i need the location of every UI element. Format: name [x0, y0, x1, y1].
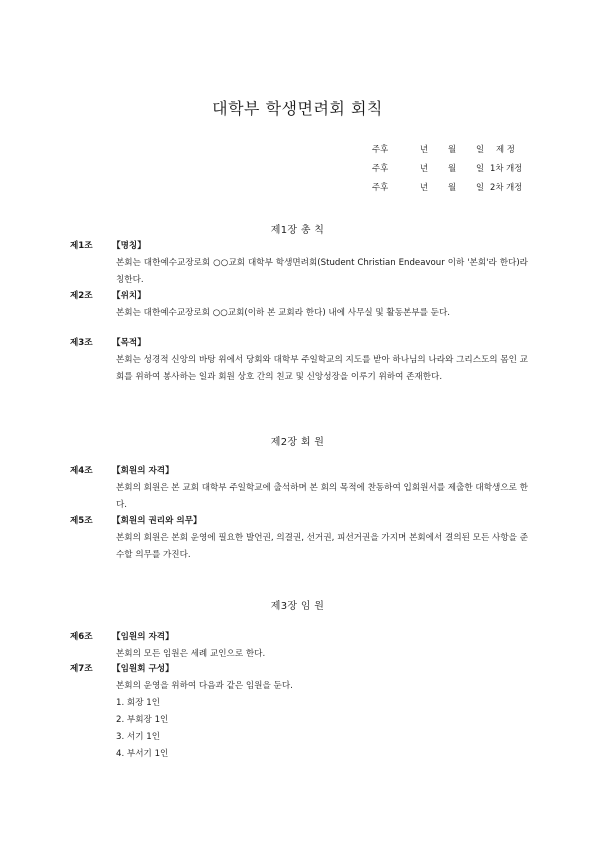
revision-row: [372, 143, 526, 162]
article-number: 제2조: [70, 291, 93, 301]
article-title: 【임원회 구성】: [112, 664, 174, 674]
list-item: 3. 서기 1인: [116, 732, 161, 742]
article-heading: [70, 335, 530, 352]
revision-month: 월: [448, 163, 457, 173]
revision-note: 1차 개정: [490, 163, 523, 173]
article-body: 본회의 회원은 본 교회 대학부 주일학교에 출석하며 본 회의 목적에 찬동하여 입회원서를 제출한 대학생으로 한다.: [116, 483, 528, 510]
article-6: [70, 629, 530, 663]
article-5: [70, 513, 530, 564]
revision-history: [372, 143, 526, 200]
revision-note: 제 정: [496, 144, 515, 154]
revision-day: 일: [476, 144, 485, 154]
article-number: 제5조: [70, 516, 93, 526]
chapter-heading: 제3장 임 원: [270, 601, 325, 612]
article-4: [70, 463, 530, 514]
article-number: 제7조: [70, 664, 93, 674]
article-title: 【회원의 권리와 의무】: [112, 516, 202, 526]
article-heading: [70, 629, 530, 646]
article-body: 본회는 대한예수교장로회 ○○교회(이하 본 교회라 한다) 내에 사무실 및 활동본부를 둔다.: [116, 308, 451, 318]
article-title: 【위치】: [112, 291, 146, 301]
article-title: 【임원의 자격】: [112, 632, 174, 642]
article-body: 본회는 대한예수교장로회 ○○교회 대학부 학생면려회(Student Christian Endeavour 이하 '본회'라 한다)라 칭한다.: [116, 258, 528, 285]
article-heading: [70, 288, 530, 305]
revision-year: 년: [420, 163, 429, 173]
article-body: 본회의 운영을 위하여 다음과 같은 임원을 둔다.: [116, 681, 293, 691]
revision-day: 일: [476, 163, 485, 173]
article-number: 제4조: [70, 466, 93, 476]
article-title: 【회원의 자격】: [112, 466, 174, 476]
article-1: [70, 238, 530, 289]
article-title: 【목적】: [112, 338, 146, 348]
chapter-heading: 제2장 회 원: [270, 437, 325, 448]
revision-era: 주후: [372, 182, 389, 192]
revision-year: 년: [420, 182, 429, 192]
article-number: 제3조: [70, 338, 93, 348]
revision-row: [372, 181, 526, 200]
revision-day: 일: [476, 182, 485, 192]
document-title: 대학부 학생면려회 회칙: [212, 99, 383, 118]
article-heading: [70, 238, 530, 255]
revision-era: 주후: [372, 163, 389, 173]
revision-year: 년: [420, 144, 429, 154]
article-number: 제1조: [70, 241, 93, 251]
list-item: 4. 부서기 1인: [116, 749, 169, 759]
article-3: [70, 335, 530, 386]
revision-month: 월: [448, 144, 457, 154]
revision-era: 주후: [372, 144, 389, 154]
revision-note: 2차 개정: [490, 182, 523, 192]
article-number: 제6조: [70, 632, 93, 642]
article-2: [70, 288, 530, 322]
article-body: 본회는 성경적 신앙의 바탕 위에서 당회와 대학부 주일학교의 지도를 받아 하나님의 나라와 그리스도의 몸인 교회를 위하여 봉사하는 일과 회원 상호 간의 친교 및 신앙성장을 이루기 위하여 존재한다.: [116, 355, 528, 382]
article-body: 본회의 회원은 본회 운영에 필요한 발언권, 의결권, 선거권, 피선거권을 가지며 본회에서 결의된 모든 사항을 준수할 의무를 가진다.: [116, 533, 528, 560]
article-7: [70, 661, 530, 763]
list-item: 1. 회장 1인: [116, 698, 161, 708]
revision-row: [372, 162, 526, 181]
article-heading: [70, 513, 530, 530]
list-item: 2. 부회장 1인: [116, 715, 169, 725]
revision-month: 월: [448, 182, 457, 192]
chapter-heading: 제1장 총 칙: [270, 225, 325, 236]
article-title: 【명칭】: [112, 241, 146, 251]
officer-list: [116, 695, 530, 763]
article-heading: [70, 463, 530, 480]
article-heading: [70, 661, 530, 678]
article-body: 본회의 모든 임원은 세례 교인으로 한다.: [116, 649, 266, 659]
